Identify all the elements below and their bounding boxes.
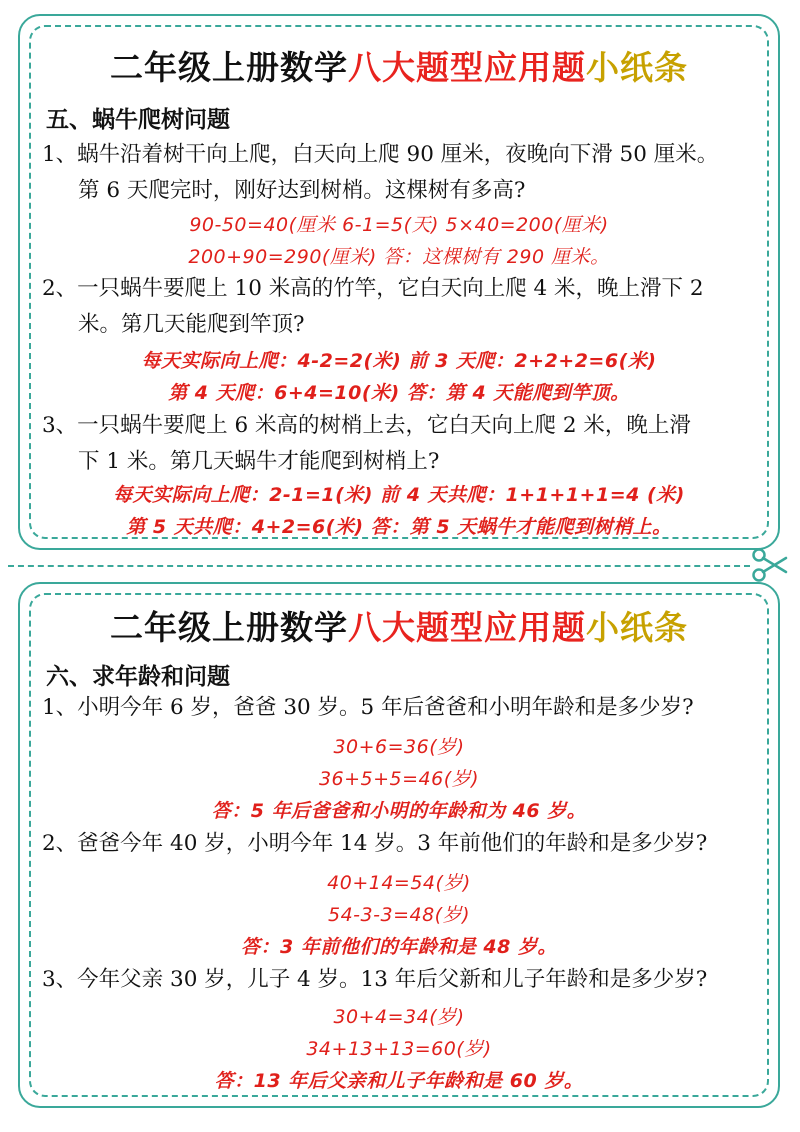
answer-line: 34+13+13=60(岁) — [306, 1038, 492, 1060]
problem-question — [42, 271, 704, 343]
answer-line: 54-3-3=48(岁) — [328, 904, 470, 926]
title-part-note: 小纸条 — [586, 608, 688, 647]
answer-line: 90-50=40(厘米 6-1=5(天) 5×40=200(厘米) — [189, 214, 609, 236]
title-part-types: 八大题型应用题 — [348, 48, 586, 87]
title-part-types: 八大题型应用题 — [348, 608, 586, 647]
title-part-grade: 二年级上册数学 — [110, 48, 348, 87]
answer-line: 40+14=54(岁) — [327, 872, 471, 894]
section-heading-snail: 五、蜗牛爬树问题 — [46, 106, 230, 133]
title-part-note: 小纸条 — [586, 48, 688, 87]
question-line: 2、一只蜗牛要爬上 10 米高的竹竿，它白天向上爬 4 米，晚上滑下 2 — [42, 276, 704, 301]
problem-question — [42, 408, 691, 480]
question-line: 3、一只蜗牛要爬上 6 米高的树梢上去，它白天向上爬 2 米，晚上滑 — [42, 413, 691, 438]
answer-line: 答：3 年前他们的年龄和是 48 岁。 — [240, 936, 557, 958]
page-title — [20, 42, 778, 89]
problem-question: 2、爸爸今年 40 岁，小明今年 14 岁。3 年前他们的年龄和是多少岁? — [42, 831, 708, 856]
problem-question: 3、今年父亲 30 岁，儿子 4 岁。13 年后父新和儿子年龄和是多少岁? — [42, 967, 708, 992]
question-line: 第 6 天爬完时，刚好达到树梢。这棵树有多高? — [78, 178, 526, 203]
section-heading-age: 六、求年龄和问题 — [46, 663, 230, 690]
question-line: 1、蜗牛沿着树干向上爬，白天向上爬 90 厘米，夜晚向下滑 50 厘米。 — [42, 142, 719, 167]
answer-line: 答：13 年后父亲和儿子年龄和是 60 岁。 — [214, 1070, 584, 1092]
title-part-grade: 二年级上册数学 — [110, 608, 348, 647]
answer-line: 答：5 年后爸爸和小明的年龄和为 46 岁。 — [211, 800, 587, 822]
answer-line: 第 4 天爬：6+4=10(米) 答：第 4 天能爬到竿顶。 — [168, 382, 630, 404]
question-line: 米。第几天能爬到竿顶? — [78, 312, 305, 337]
note-card-age — [18, 582, 780, 1108]
problem-question — [42, 137, 718, 209]
answer-line: 36+5+5=46(岁) — [318, 768, 480, 790]
answer-line: 每天实际向上爬：2-1=1(米) 前 4 天共爬：1+1+1+1=4 (米) — [113, 484, 685, 506]
cut-line — [8, 565, 750, 567]
scissors-icon — [750, 545, 790, 585]
question-line: 下 1 米。第几天蜗牛才能爬到树梢上? — [78, 449, 440, 474]
answer-line: 200+90=290(厘米) 答：这棵树有 290 厘米。 — [188, 246, 610, 268]
answer-line: 30+4=34(岁) — [333, 1006, 465, 1028]
answer-line: 第 5 天共爬：4+2=6(米) 答：第 5 天蜗牛才能爬到树梢上。 — [126, 516, 672, 538]
note-card-snail — [18, 14, 780, 550]
problem-question: 1、小明今年 6 岁，爸爸 30 岁。5 年后爸爸和小明年龄和是多少岁? — [42, 695, 694, 720]
answer-line: 30+6=36(岁) — [333, 736, 465, 758]
page-title — [20, 602, 778, 649]
answer-line: 每天实际向上爬：4-2=2(米) 前 3 天爬：2+2+2=6(米) — [141, 350, 657, 372]
